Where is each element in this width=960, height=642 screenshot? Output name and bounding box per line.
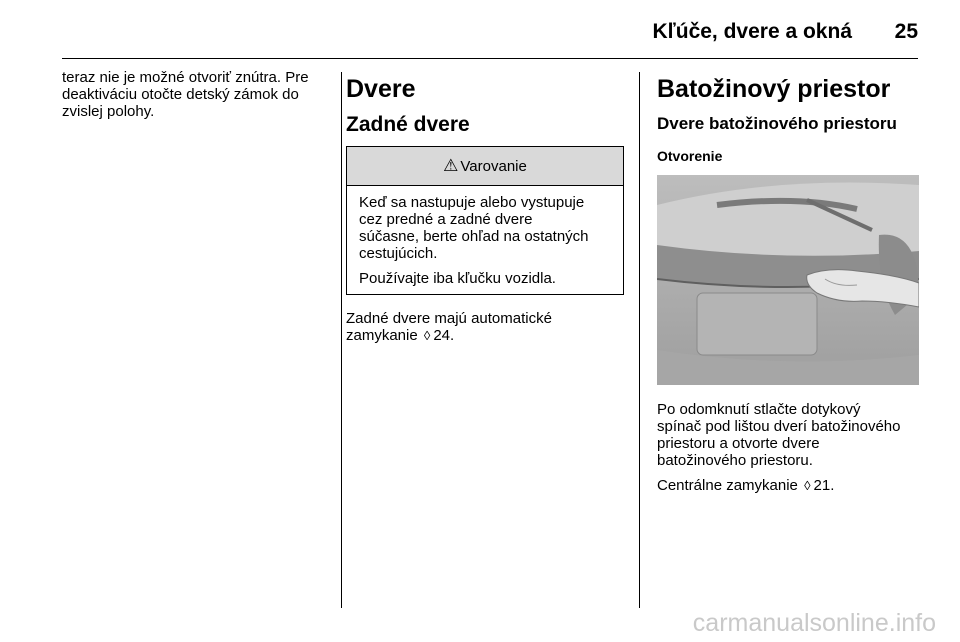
- body-paragraph: [62, 69, 332, 120]
- text-line: batožinového priestoru.: [657, 452, 813, 469]
- text-line: zamykanie: [346, 327, 418, 344]
- warning-paragraph: [359, 194, 615, 262]
- cross-reference-page[interactable]: 21.: [813, 477, 835, 494]
- cross-reference-page[interactable]: 24.: [433, 327, 455, 344]
- cross-reference-icon[interactable]: ◊: [804, 478, 811, 493]
- text-line: teraz nie je možné otvoriť znútra. Pre: [62, 69, 309, 86]
- warning-box: [346, 146, 624, 295]
- text-line: cez predné a zadné dvere: [359, 211, 533, 228]
- column-divider: [639, 72, 640, 608]
- text-line: spínač pod lištou dverí batožinového: [657, 418, 901, 435]
- text-line: zvislej polohy.: [62, 103, 155, 120]
- column-divider: [341, 72, 342, 608]
- text-line: Keď sa nastupuje alebo vystupuje: [359, 194, 585, 211]
- text-line: priestoru a otvorte dvere: [657, 435, 820, 452]
- section-heading: Dvere: [346, 75, 416, 103]
- body-paragraph: [657, 401, 927, 469]
- warning-triangle-icon: ⚠: [443, 156, 459, 175]
- page-number: 25: [894, 20, 918, 43]
- warning-body: [347, 186, 623, 294]
- column-3: [657, 74, 927, 494]
- column-2: [346, 74, 626, 344]
- body-paragraph: [657, 477, 927, 494]
- warning-header: [347, 147, 623, 186]
- text-line: deaktiváciu otočte detský zámok do: [62, 86, 299, 103]
- subsection-heading: Zadné dvere: [346, 113, 470, 136]
- warning-title: Varovanie: [460, 157, 527, 175]
- cross-reference-icon[interactable]: ◊: [423, 328, 431, 343]
- header-title: Kľúče, dvere a okná: [652, 20, 852, 43]
- text-line: cestujúcich.: [359, 245, 438, 262]
- text-line: Zadné dvere majú automatické: [346, 310, 552, 327]
- text-line: Po odomknutí stlačte dotykový: [657, 401, 861, 418]
- text-line: Centrálne zamykanie: [657, 477, 798, 494]
- watermark: carmanualsonline.info: [692, 609, 936, 637]
- page-header: [62, 16, 918, 59]
- subsection-heading: Dvere batožinového priestoru: [657, 114, 897, 133]
- section-heading: Batožinový priestor: [657, 75, 891, 103]
- minor-heading: Otvorenie: [657, 148, 723, 164]
- body-paragraph: [346, 310, 626, 344]
- column-1: [62, 69, 332, 120]
- warning-paragraph: Používajte iba kľučku vozidla.: [359, 270, 556, 287]
- tailgate-photo: [657, 175, 919, 385]
- text-line: súčasne, berte ohľad na ostatných: [359, 228, 589, 245]
